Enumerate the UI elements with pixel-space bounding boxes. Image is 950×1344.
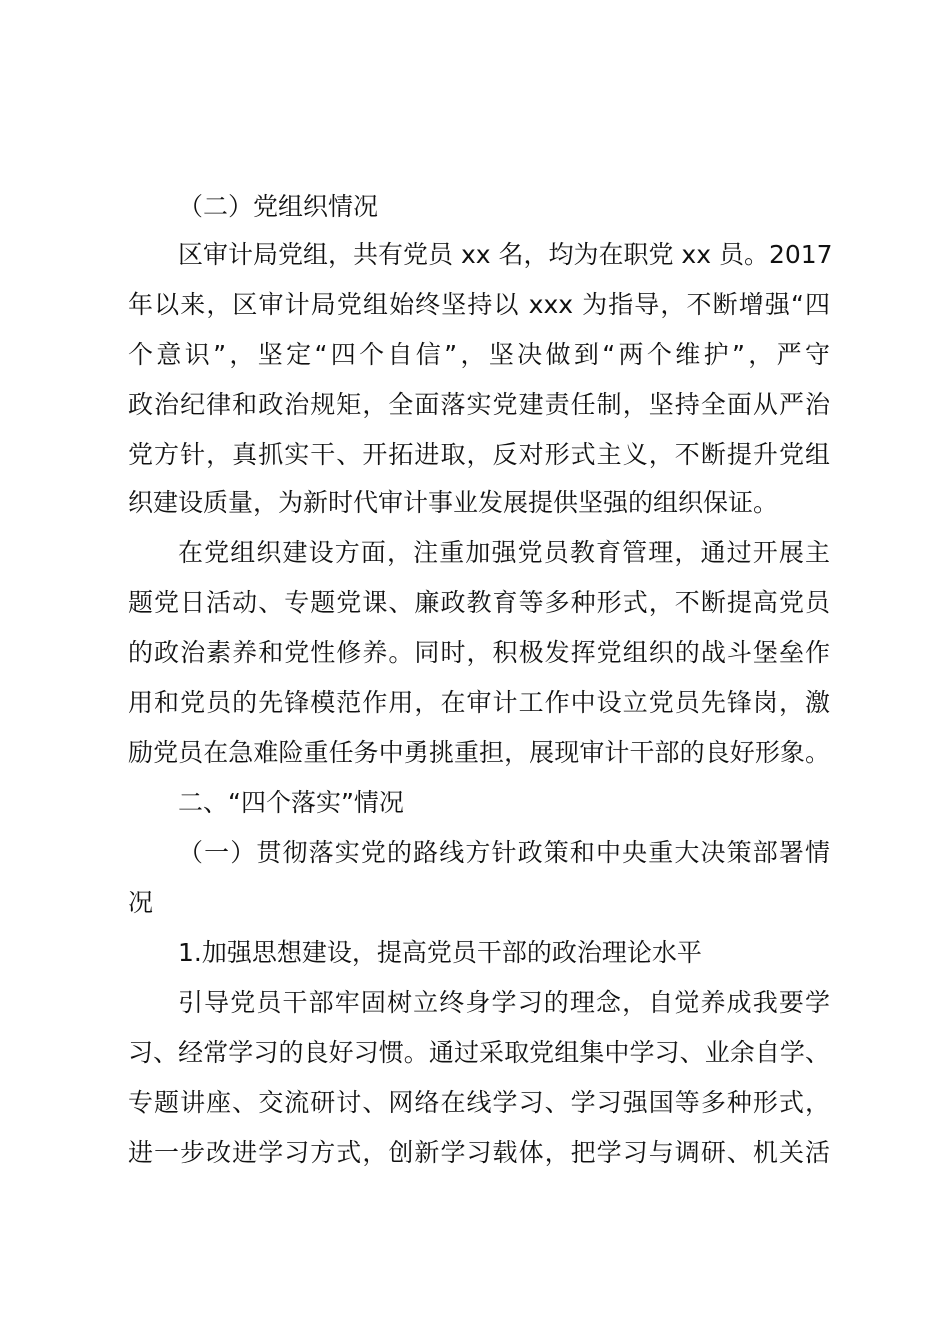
- paragraph-line: 题党日活动、专题党课、廉政教育等多种形式，不断提高党员: [128, 588, 830, 617]
- paragraph-line: 政治纪律和政治规矩，全面落实党建责任制，坚持全面从严治: [128, 390, 830, 419]
- paragraph-line: 织建设质量，为新时代审计事业发展提供坚强的组织保证。: [128, 488, 779, 517]
- paragraph-line: 引导党员干部牢固树立终身学习的理念，自觉养成我要学: [178, 988, 830, 1017]
- paragraph-line: 习、经常学习的良好习惯。通过采取党组集中学习、业余自学、: [128, 1038, 830, 1067]
- paragraph-line: 用和党员的先锋模范作用，在审计工作中设立党员先锋岗，激: [128, 688, 830, 717]
- section-heading: 二、“四个落实”情况: [178, 788, 404, 817]
- paragraph-line: 个意识”，坚定“四个自信”，坚决做到“两个维护”，严守: [128, 340, 830, 369]
- section-heading: （二）党组织情况: [178, 192, 379, 221]
- paragraph-line: 党方针，真抓实干、开拓进取，反对形式主义，不断提升党组: [128, 440, 830, 469]
- paragraph-line: 进一步改进学习方式，创新学习载体，把学习与调研、机关活: [128, 1138, 830, 1167]
- paragraph-line: 励党员在急难险重任务中勇挑重担，展现审计干部的良好形象。: [128, 738, 830, 767]
- paragraph-line: 专题讲座、交流研讨、网络在线学习、学习强国等多种形式，: [128, 1088, 830, 1117]
- paragraph-line: 年以来，区审计局党组始终坚持以 xxx 为指导，不断增强“四: [128, 290, 830, 319]
- paragraph-line: 的政治素养和党性修养。同时，积极发挥党组织的战斗堡垒作: [128, 638, 830, 667]
- subsection-heading: （一）贯彻落实党的路线方针政策和中央重大决策部署情: [178, 838, 830, 867]
- subsection-heading: 况: [128, 888, 154, 917]
- paragraph-line: 在党组织建设方面，注重加强党员教育管理，通过开展主: [178, 538, 830, 567]
- item-heading: 1.加强思想建设，提高党员干部的政治理论水平: [178, 938, 702, 967]
- paragraph-line: 区审计局党组，共有党员 xx 名，均为在职党 xx 员。2017: [178, 240, 833, 269]
